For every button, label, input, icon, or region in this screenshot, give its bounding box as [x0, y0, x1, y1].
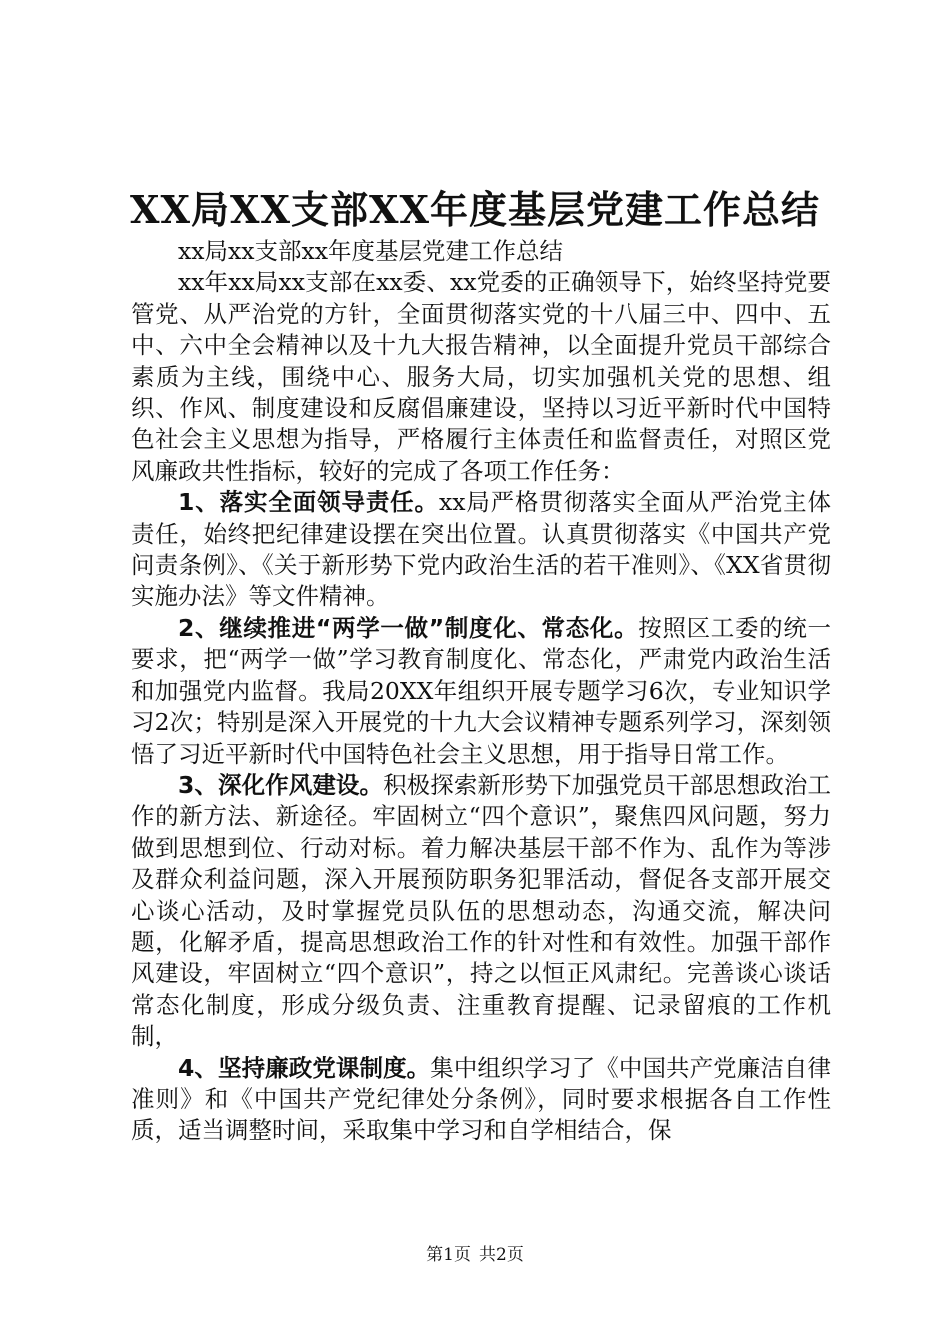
section-4: [131, 1053, 831, 1147]
section-1-text: xx局严格贯彻落实全面从严治党主体责任，始终把纪律建设摆在突出位置。认真贯彻落实《中国共产党问责条例》、《关于新形势下党内政治生活的若干准则》、《XX省贯彻实施办法》等文件精神。: [131, 488, 831, 611]
section-1: [131, 487, 831, 613]
section-4-text: 集中组织学习了《中国共产党廉洁自律准则》和《中国共产党纪律处分条例》，同时要求根据各自工作性质，适当调整时间，采取集中学习和自学相结合，保: [131, 1053, 832, 1145]
section-2-text: 按照区工委的统一要求，把“两学一做”学习教育制度化、常态化，严肃党内政治生活和加强党内监督。我局20XX年组织开展专题学习6次，专业知识学习2次；特别是深入开展党的十九大会议精神专题系列学习，深刻领悟了习近平新时代中国特色社会主义思想，用于指导日常工作。: [131, 613, 831, 768]
page-footer: [0, 1244, 950, 1266]
section-4-heading: 4、坚持廉政党课制度。: [178, 1053, 431, 1082]
section-2-heading: 2、继续推进“两学一做”制度化、常态化。: [178, 613, 639, 642]
page-number-total: 共2页: [479, 1245, 524, 1265]
section-2: [131, 613, 831, 770]
page-number-current: 第1页: [426, 1245, 471, 1265]
section-1-heading: 1、落实全面领导责任。: [178, 488, 439, 517]
intro-paragraph: xx年xx局xx支部在xx委、xx党委的正确领导下，始终坚持党要管党、从严治党的方针，全面贯彻落实党的十八届三中、四中、五中、六中全会精神以及十九大报告精神，以全面提升党员干部综合素质为主线，围绕中心、服务大局，切实加强机关党的思想、组织、作风、制度建设和反腐倡廉建设，坚持以习近平新时代中国特色社会主义思想为指导，严格履行主体责任和监督责任，对照区党风廉政共性指标，较好的完成了各项工作任务：: [131, 268, 831, 485]
document-subtitle: xx局xx支部xx年度基层党建工作总结: [178, 237, 564, 265]
document-body: [131, 236, 831, 1147]
section-3-heading: 3、深化作风建设。: [178, 770, 384, 799]
section-3-text: 积极探索新形势下加强党员干部思想政治工作的新方法、新途径。牢固树立“四个意识”，聚焦四风问题，努力做到思想到位、行动对标。着力解决基层干部不作为、乱作为等涉及群众利益问题，深入开展预防职务犯罪活动，督促各支部开展交心谈心活动，及时掌握党员队伍的思想动态，沟通交流，解决问题，化解矛盾，提高思想政治工作的针对性和有效性。加强干部作风建设，牢固树立“四个意识”，持之以恒正风肃纪。完善谈心谈话常态化制度，形成分级负责、注重教育提醒、记录留痕的工作机制，: [131, 770, 832, 1051]
document-title: XX局XX支部XX年度基层党建工作总结: [130, 187, 820, 232]
section-3: [131, 770, 831, 1053]
